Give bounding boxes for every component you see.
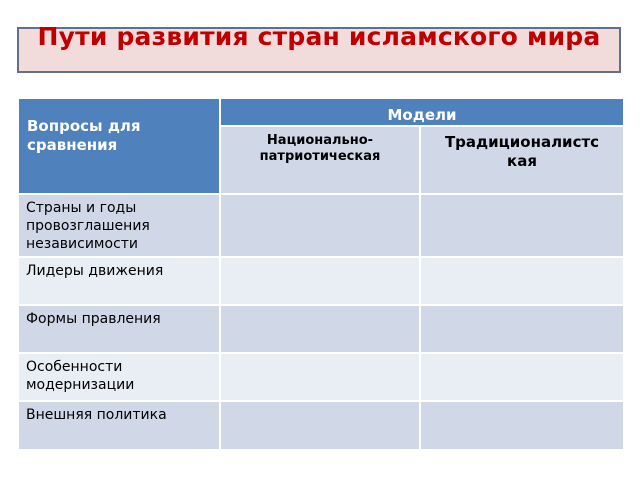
- cell-countries-national: [221, 195, 419, 256]
- cell-foreign-policy-national: [221, 402, 419, 449]
- row-label-countries: Страны и годы провозглашения независимости: [19, 195, 219, 256]
- cell-government-national: [221, 306, 419, 352]
- corner-header: Вопросы для сравнения: [19, 99, 219, 193]
- row-label-government: Формы правления: [19, 306, 219, 352]
- row-label-modernization: Особенности модернизации: [19, 354, 219, 400]
- cell-government-traditional: [421, 306, 623, 352]
- page-title: Пути развития стран исламского мира: [37, 22, 601, 51]
- cell-modernization-national: [221, 354, 419, 400]
- cell-foreign-policy-traditional: [421, 402, 623, 449]
- cell-countries-traditional: [421, 195, 623, 256]
- comparison-table: [17, 97, 625, 451]
- cell-leaders-traditional: [421, 258, 623, 304]
- row-label-foreign-policy: Внешняя политика: [19, 402, 219, 449]
- cell-leaders-national: [221, 258, 419, 304]
- title-box: [17, 22, 621, 73]
- column-header-traditionalist: Традиционалистс кая: [421, 127, 623, 193]
- cell-modernization-traditional: [421, 354, 623, 400]
- group-header-models: Модели: [221, 99, 623, 125]
- column-header-national-patriotic: Национально- патриотическая: [221, 127, 419, 193]
- row-label-leaders: Лидеры движения: [19, 258, 219, 304]
